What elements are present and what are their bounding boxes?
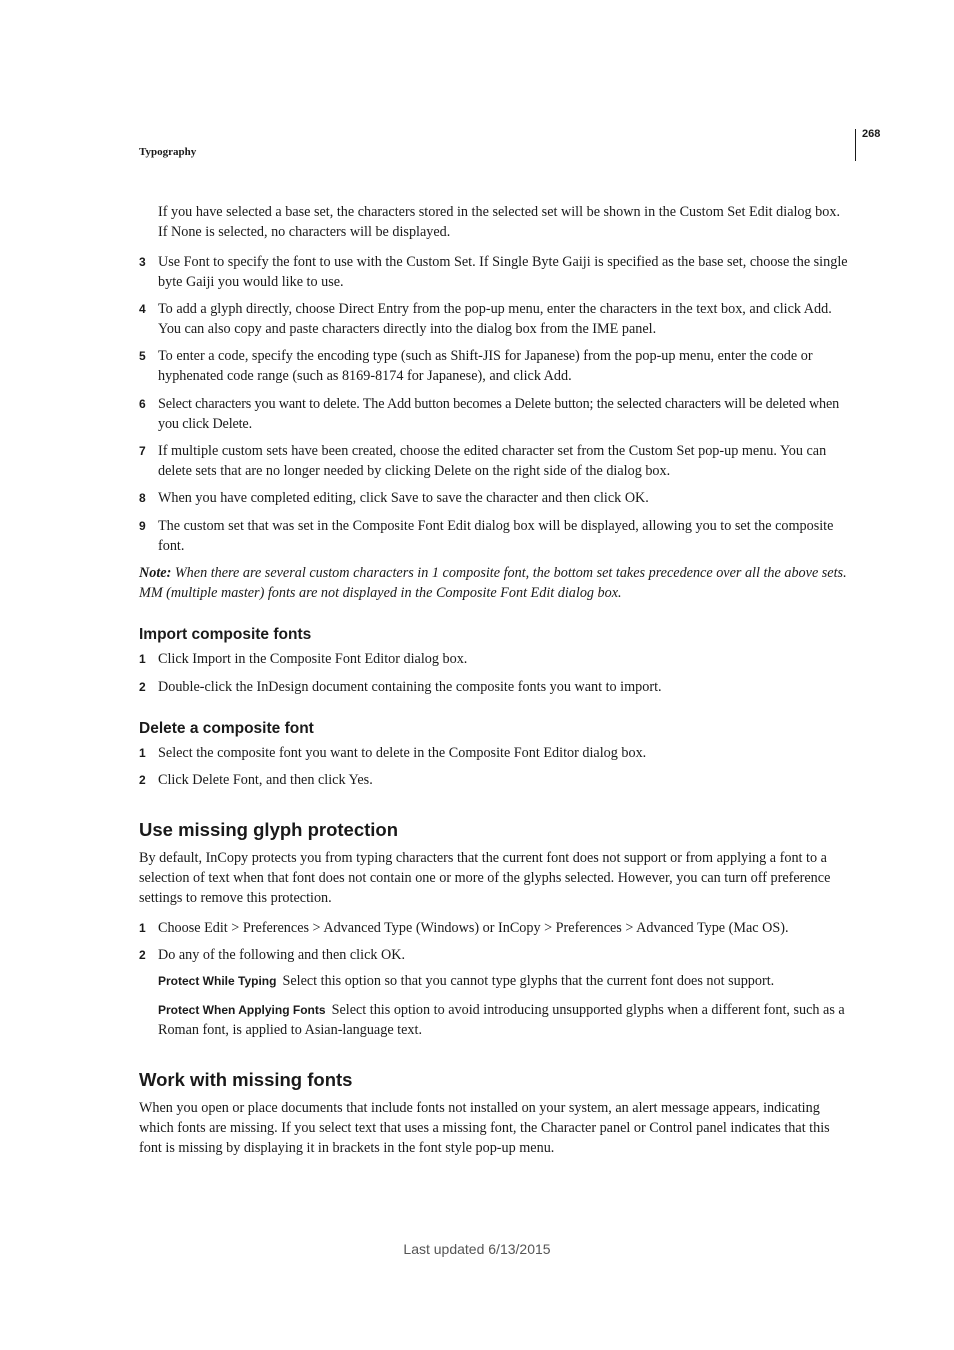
list-item [139,770,851,790]
list-item [139,918,851,938]
step-text: The custom set that was set in the Composite Font Edit dialog box will be displayed, allowing you to set the composite font. [158,518,834,554]
footer-last-updated: Last updated 6/13/2015 [403,1241,551,1257]
list-item [139,346,851,386]
list-item [139,649,851,669]
page-number: 268 [862,128,881,140]
option-protect-when-applying-fonts [158,1000,851,1040]
step-number: 9 [139,519,146,533]
step-number: 4 [139,302,146,316]
note-text: When there are several custom characters in 1 composite font, the bottom set takes precedence over all the above sets. MM (multiple master) fonts are not displayed in the Composite Font Edit dialog box. [139,565,847,601]
option-protect-while-typing [158,971,851,991]
heading-delete-composite-font: Delete a composite font [139,720,314,737]
step-number: 2 [139,680,146,694]
option-term: Protect When Applying Fonts [158,1003,326,1017]
step-text: Select characters you want to delete. The Add button becomes a Delete button; the selected characters will be deleted when you click Delete. [158,396,840,432]
step-number: 1 [139,652,146,666]
option-text: Select this option to avoid introducing unsupported glyphs when a different font, such as a Roman font, is applied to Asian-language text. [158,1002,845,1038]
step-text: Select the composite font you want to delete in the Composite Font Editor dialog box. [158,745,647,761]
option-text: Select this option so that you cannot type glyphs that the current font does not support. [282,973,775,989]
step-number: 6 [139,397,146,411]
step-text: To add a glyph directly, choose Direct Entry from the pop-up menu, enter the characters in the text box, and click Add. You can also copy and paste characters directly into the dialog box from the IME panel. [158,301,832,337]
header-rule [855,129,856,161]
step-text: Click Import in the Composite Font Editor dialog box. [158,651,468,667]
step-text: Click Delete Font, and then click Yes. [158,772,373,788]
step-text: When you have completed editing, click Save to save the character and then click OK. [158,490,649,506]
intro-paragraph: If you have selected a base set, the characters stored in the selected set will be shown in the Custom Set Edit dialog box. If None is selected, no characters will be displayed. [158,204,840,240]
heading-import-composite-fonts: Import composite fonts [139,626,312,643]
list-item [139,677,851,697]
note [139,563,851,603]
step-number: 2 [139,948,146,962]
step-number: 7 [139,444,146,458]
heading-work-with-missing-fonts: Work with missing fonts [139,1069,353,1090]
step-text: Choose Edit > Preferences > Advanced Type (Windows) or InCopy > Preferences > Advanced Type (Mac OS). [158,920,789,936]
step-number: 1 [139,746,146,760]
list-item [139,441,851,481]
step-text: If multiple custom sets have been created, choose the edited character set from the Custom Set pop-up menu. You can delete sets that are no longer needed by clicking Delete on the right side of the dialog box. [158,443,827,479]
list-item [139,252,851,292]
step-text: Double-click the InDesign document containing the composite fonts you want to import. [158,679,662,695]
list-item [139,743,851,763]
step-number: 5 [139,349,146,363]
list-item [139,516,851,556]
list-item [139,488,851,508]
list-item [139,299,851,339]
list-item [139,945,851,965]
note-label: Note: [139,565,172,581]
missing-fonts-paragraph: When you open or place documents that include fonts not installed on your system, an alert message appears, indicating which fonts are missing. If you select text that uses a missing font, the Character panel or Control panel indicates that this font is missing by displaying it in brackets in the font style pop-up menu. [139,1100,830,1156]
option-term: Protect While Typing [158,974,277,988]
step-number: 1 [139,921,146,935]
step-number: 3 [139,255,146,269]
step-text: Do any of the following and then click OK. [158,947,406,963]
step-number: 2 [139,773,146,787]
heading-missing-glyph-protection: Use missing glyph protection [139,819,399,840]
glyph-paragraph: By default, InCopy protects you from typing characters that the current font does not support or from applying a font to a selection of text when that font does not contain one or more of the glyphs selected. However, you can turn off preference settings to remove this protection. [139,850,831,906]
step-text: To enter a code, specify the encoding type (such as Shift-JIS for Japanese) from the pop-up menu, enter the code or hyphenated code range (such as 8169-8174 for Japanese), and click Add. [158,348,813,384]
step-text: Use Font to specify the font to use with the Custom Set. If Single Byte Gaiji is specified as the base set, choose the single byte Gaiji you would like to use. [158,254,848,290]
running-head: Typography [139,146,197,158]
list-item [139,394,851,434]
step-number: 8 [139,491,146,505]
